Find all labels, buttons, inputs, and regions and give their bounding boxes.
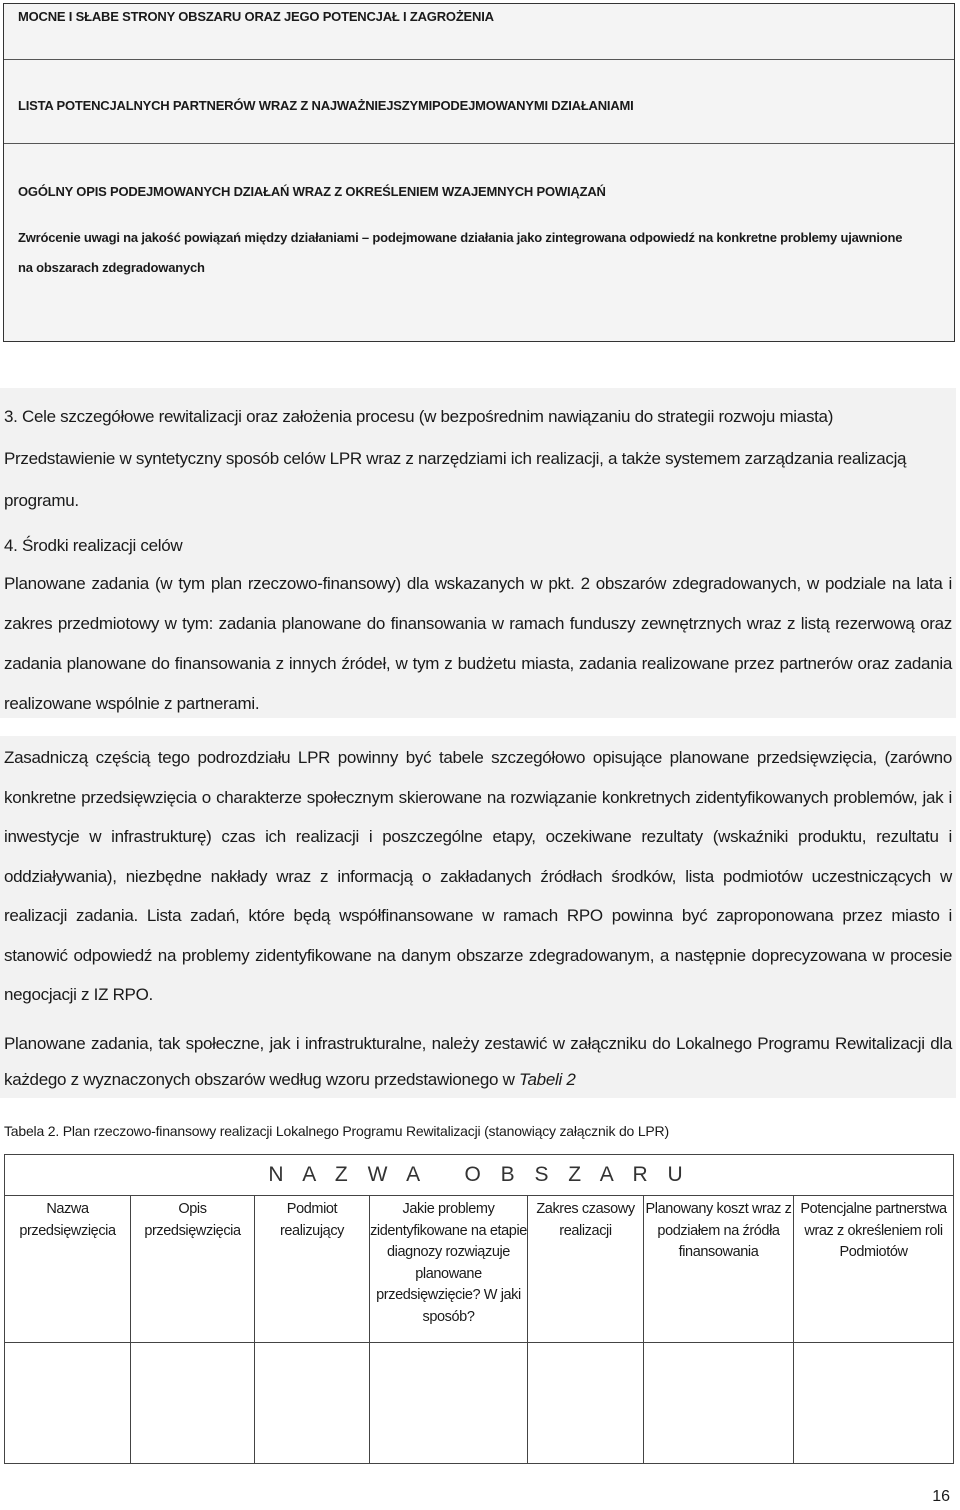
section-4-paragraph-3 (4, 1026, 952, 1098)
strengths-weaknesses-row (4, 4, 954, 60)
column-header-partnerships: Potencjalne partnerstwa wraz z określeniem roli Podmiotów (794, 1196, 954, 1343)
actions-description-heading: OGÓLNY OPIS PODEJMOWANYCH DZIAŁAŃ WRAZ Z OKREŚLENIEM WZAJEMNYCH POWIĄZAŃ (18, 184, 606, 199)
table-caption: Tabela 2. Plan rzeczowo-finansowy realizacji Lokalnego Programu Rewitalizacji (stanowiący załącznik do LPR) (4, 1123, 669, 1139)
column-header-project-name: Nazwa przedsięwzięcia (5, 1196, 131, 1343)
section-4-body: Planowane zadania (w tym plan rzeczowo-finansowy) dla wskazanych w pkt. 2 obszarów zdegradowanych, w podziale na lata i zakres przedmiotowy w tym: zadania planowane do finansowania w ramach funduszy zewnętrznych wraz z listą rezerwową oraz zadania planowane do finansowania z innych źródeł, w tym z budżetu miasta, zadania realizowane przez partnerów oraz zadania realizowane wspólnie z partnerami. (4, 574, 952, 713)
table-cell[interactable] (528, 1343, 644, 1464)
column-header-project-description: Opis przedsięwzięcia (131, 1196, 255, 1343)
actions-description-note: Zwrócenie uwagi na jakość powiązań między działaniami – podejmowane działania jako zintegrowana odpowiedź na konkretne problemy ujawnione na obszarach zdegradowanych (18, 230, 903, 275)
paragraph-3-text: Planowane zadania, tak społeczne, jak i infrastrukturalne, należy zestawić w załączniku do Lokalnego Programu Rewitalizacji dla każdego z wyznaczonych obszarów według wzoru przedstawionego w (4, 1034, 952, 1089)
table-cell[interactable] (131, 1343, 255, 1464)
plan-table-wrapper (4, 1154, 953, 1464)
table-cell[interactable] (5, 1343, 131, 1464)
table-cell[interactable] (255, 1343, 370, 1464)
section-4-heading: 4. Środki realizacji celów (4, 536, 183, 555)
section-4-paragraph-2: Zasadniczą częścią tego podrozdziału LPR powinny być tabele szczegółowo opisujące planowane przedsięwzięcia, (zarówno konkretne przedsięwzięcia o charakterze społecznym skierowane na rozwiązanie konkretnych zidentyfikowanych problemów, jak i inwestycje w infrastrukturę) czas ich realizacji i poszczególne etapy, oczekiwane rezultaty (wskaźniki produktu, rezultatu i oddziaływania), niezbędne nakłady wraz z informacją o zakładanych źródłach środków, lista podmiotów uczestniczących w realizacji zadania. Lista zadań, które będą współfinansowane w ramach RPO powinna być zaproponowana przez miasto i stanowić odpowiedź na problemy zidentyfikowane na danym obszarze zdegradowanym, a następnie doprecyzowana w procesie negocjacji z IZ RPO. (4, 748, 952, 1004)
actions-description-row (4, 144, 954, 343)
partners-heading: LISTA POTENCJALNYCH PARTNERÓW WRAZ Z NAJWAŻNIEJSZYMIPODEJMOWANYMI DZIAŁANIAMI (18, 98, 634, 113)
plan-table (4, 1154, 954, 1464)
column-header-implementing-entity: Podmiot realizujący (255, 1196, 370, 1343)
table-row (5, 1343, 954, 1464)
area-name-header: N A Z W A O B S Z A R U (5, 1155, 954, 1196)
section-3-body: Przedstawienie w syntetyczny sposób celów LPR wraz z narzędziami ich realizacji, a także systemem zarządzania realizacją programu. (4, 449, 907, 510)
section-3 (4, 396, 952, 522)
strengths-weaknesses-heading: MOCNE I SŁABE STRONY OBSZARU ORAZ JEGO POTENCJAŁ I ZAGROŻENIA (18, 9, 494, 24)
section-3-heading: 3. Cele szczegółowe rewitalizacji oraz założenia procesu (w bezpośrednim nawiązaniu do strategii rozwoju miasta) (4, 407, 834, 426)
page-number: 16 (932, 1488, 950, 1505)
column-header-planned-cost: Planowany koszt wraz z podziałem na źródła finansowania (644, 1196, 794, 1343)
top-info-box (3, 3, 955, 342)
table-cell[interactable] (644, 1343, 794, 1464)
table-cell[interactable] (794, 1343, 954, 1464)
column-header-time-scope: Zakres czasowy realizacji (528, 1196, 644, 1343)
partners-row (4, 60, 954, 144)
column-header-problems-solved: Jakie problemy zidentyfikowane na etapie diagnozy rozwiązuje planowane przedsięwzięcie? W jaki sposób? (370, 1196, 528, 1343)
table-cell[interactable] (370, 1343, 528, 1464)
table-reference: Tabeli 2 (519, 1070, 576, 1089)
